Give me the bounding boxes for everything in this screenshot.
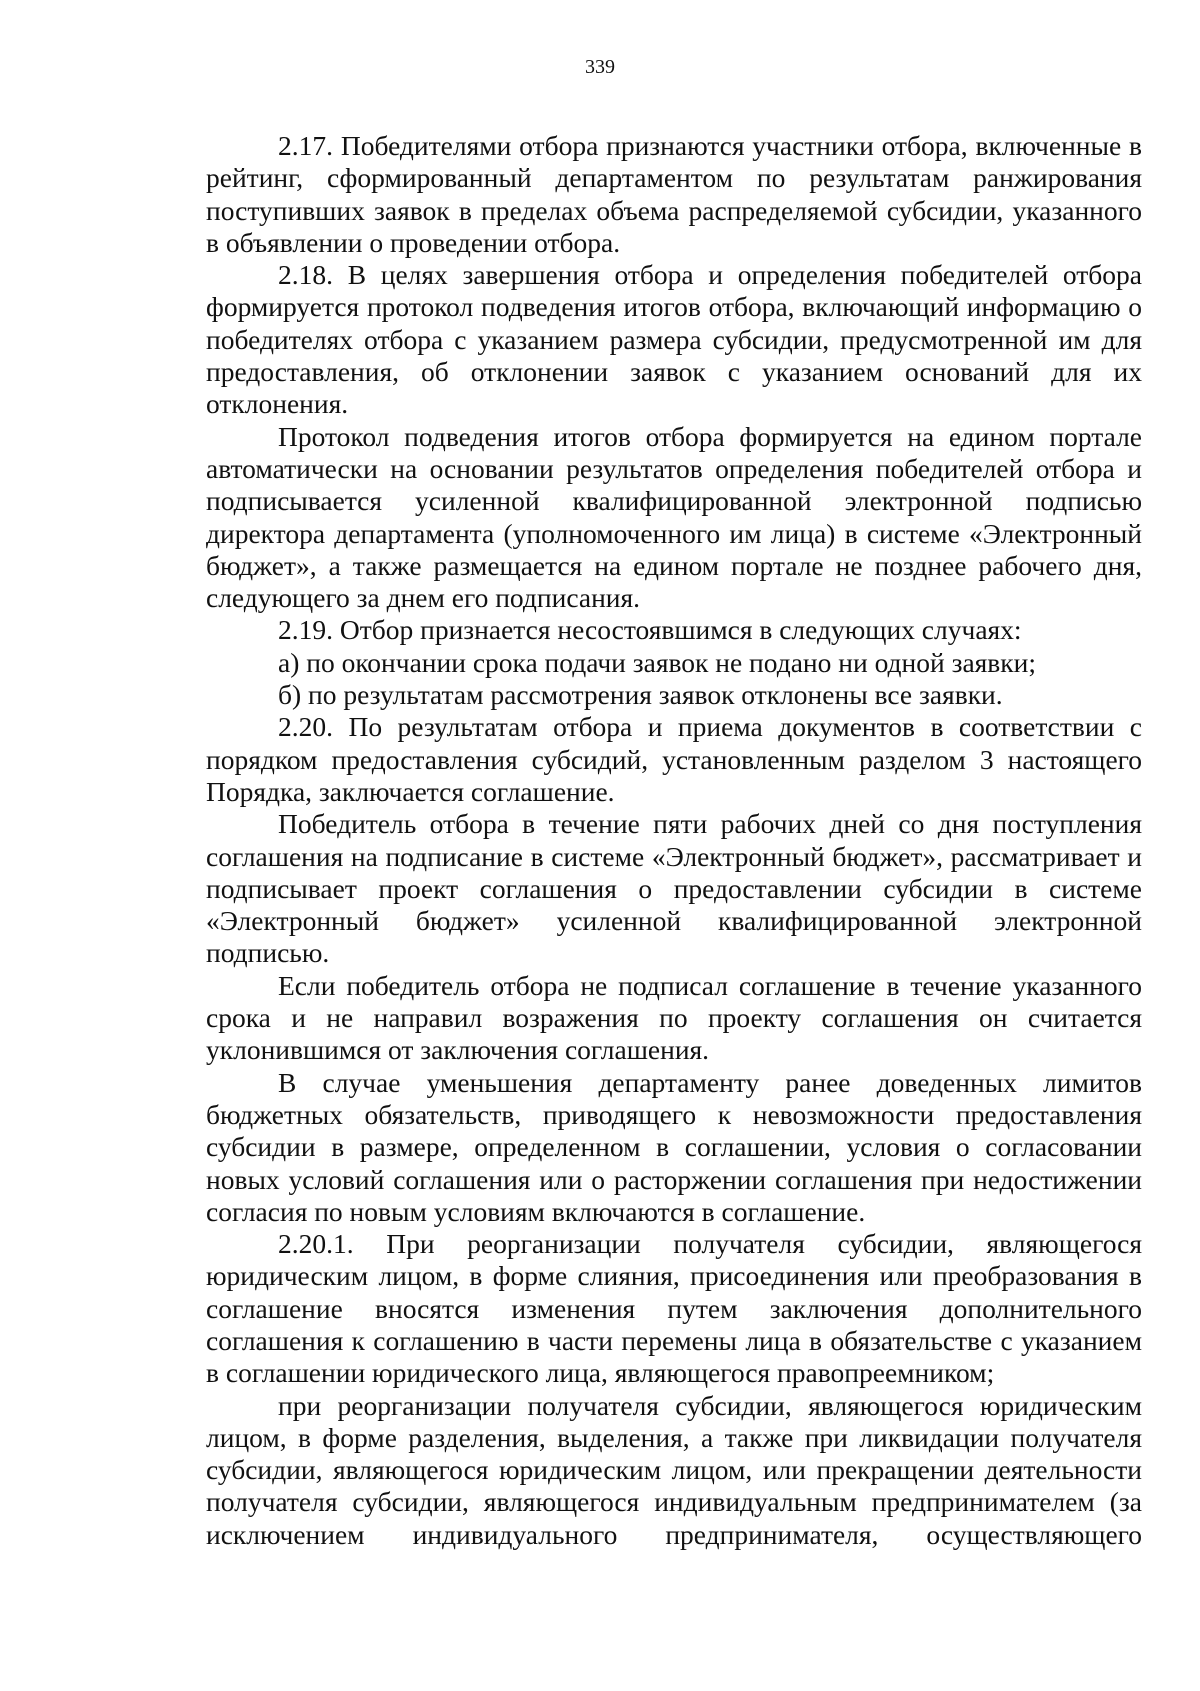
paragraph-reorganization: при реорганизации получателя субсидии, являющегося юридическим лицом, в форме разделения, выделения, а также при ликвидации получателя субсидии, являющегося юридическим лицом, или прекращении деятельности получателя субсидии, являющегося индивидуальным предпринимателем (за исключением индивидуального предпринимателя, осуществляющего (206, 1389, 1142, 1550)
paragraph-2-20: 2.20. По результатам отбора и приема документов в соответствии с порядком предоставления субсидий, установленным разделом 3 настоящего Порядка, заключается соглашение. (206, 711, 1142, 807)
paragraph-limits-reduction: В случае уменьшения департаменту ранее доведенных лимитов бюджетных обязательств, приводящего к невозможности предоставления субсидии в размере, определенном в соглашении, условия о согласовании новых условий соглашения или о расторжении соглашения при недостижении согласия по новым условиям включаются в соглашение. (206, 1066, 1142, 1227)
paragraph-2-17: 2.17. Победителями отбора признаются участники отбора, включенные в рейтинг, сформированный департаментом по результатам ранжирования поступивших заявок в пределах объема распределяемой субсидии, указанного в объявлении о проведении отбора. (206, 130, 1142, 258)
paragraph-protocol: Протокол подведения итогов отбора формируется на едином портале автоматически на основании результатов определения победителей отбора и подписывается усиленной квалифицированной электронной подписью директора департамента (уполномоченного им лица) в системе «Электронный бюджет», а также размещается на едином портале не позднее рабочего дня, следующего за днем его подписания. (206, 420, 1142, 614)
document-body (206, 130, 1142, 1551)
paragraph-evasion: Если победитель отбора не подписал соглашение в течение указанного срока и не направил возражения по проекту соглашения он считается уклонившимся от заключения соглашения. (206, 969, 1142, 1066)
paragraph-2-20-1: 2.20.1. При реорганизации получателя субсидии, являющегося юридическим лицом, в форме слияния, присоединения или преобразования в соглашение вносятся изменения путем заключения дополнительного соглашения к соглашению в части перемены лица в обязательстве с указанием в соглашении юридического лица, являющегося правопреемником; (206, 1228, 1142, 1389)
paragraph-item-a: а) по окончании срока подачи заявок не подано ни одной заявки; (278, 646, 1036, 678)
paragraph-winner-signing: Победитель отбора в течение пяти рабочих дней со дня поступления соглашения на подписание в системе «Электронный бюджет», рассматривает и подписывает проект соглашения о предоставлении субсидии в системе «Электронный бюджет» усиленной квалифицированной электронной подписью. (206, 808, 1142, 969)
page-number: 339 (585, 56, 615, 78)
paragraph-2-19: 2.19. Отбор признается несостоявшимся в следующих случаях: (278, 614, 1022, 646)
paragraph-item-b: б) по результатам рассмотрения заявок отклонены все заявки. (278, 679, 1003, 711)
paragraph-2-18: 2.18. В целях завершения отбора и определения победителей отбора формируется протокол подведения итогов отбора, включающий информацию о победителях отбора с указанием размера субсидии, предусмотренной им для предоставления, об отклонении заявок с указанием оснований для их отклонения. (206, 259, 1142, 420)
